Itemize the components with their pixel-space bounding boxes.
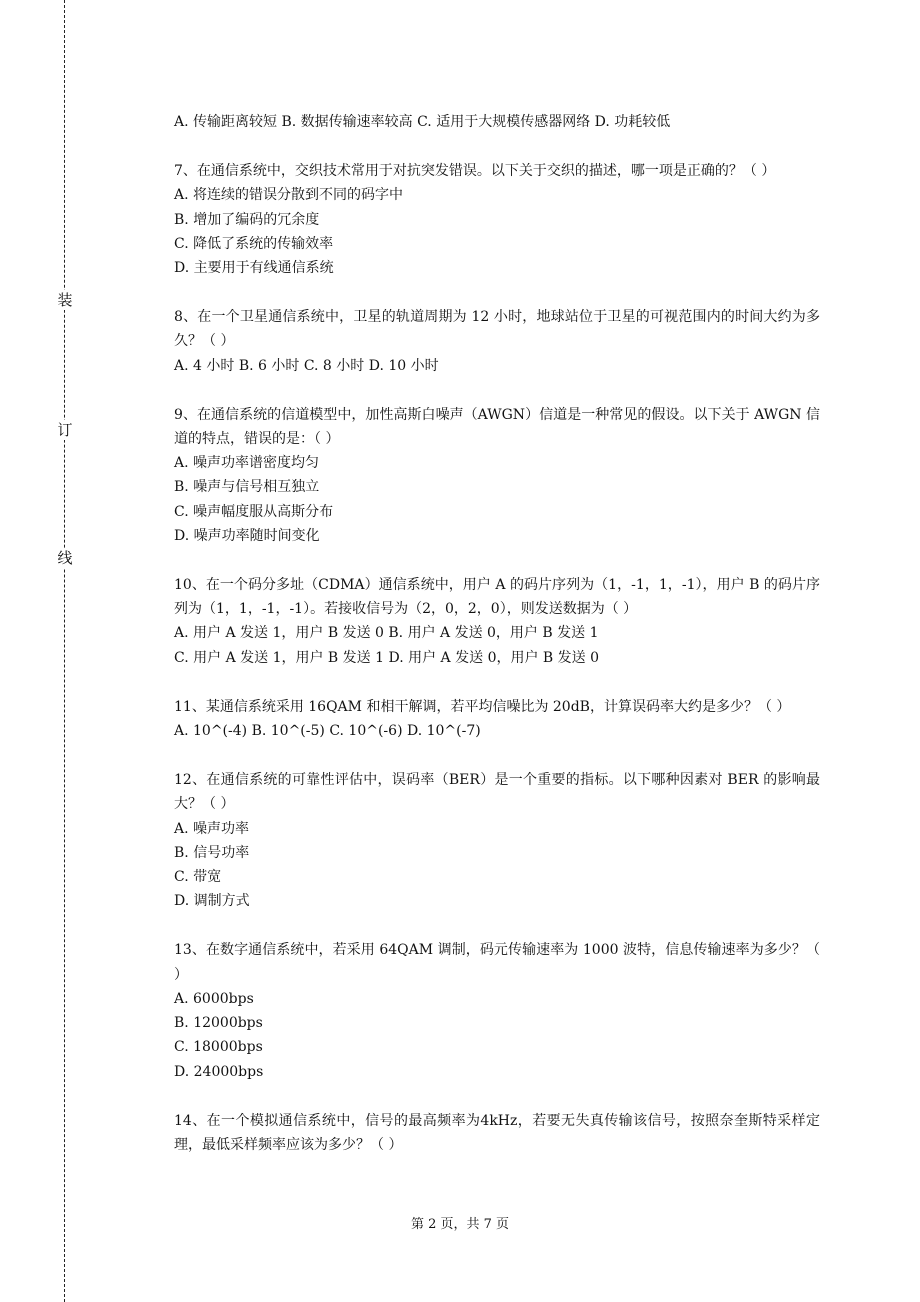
answer-option: C. 降低了系统的传输效率 bbox=[174, 235, 334, 252]
question-stem: 13、在数字通信系统中，若采用 64QAM 调制，码元传输速率为 1000 波特，信息传输速率为多少？（ ） bbox=[174, 942, 820, 983]
answer-option: D. 主要用于有线通信系统 bbox=[174, 260, 334, 277]
question-block bbox=[174, 1109, 820, 1157]
answer-option: D. 调制方式 bbox=[174, 893, 250, 910]
question-block bbox=[174, 110, 820, 134]
answer-option: A. 6000bps bbox=[174, 990, 254, 1007]
question-block bbox=[174, 403, 820, 548]
answer-option: C. 18000bps bbox=[174, 1039, 263, 1056]
option-line: A. 传输距离较短 B. 数据传输速率较高 C. 适用于大规模传感器网络 D. 功耗较低 bbox=[174, 114, 671, 130]
page-footer: 第 2 页，共 7 页 bbox=[410, 1217, 510, 1232]
option-line: A. 4 小时 B. 6 小时 C. 8 小时 D. 10 小时 bbox=[174, 357, 439, 374]
answer-option: B. 增加了编码的冗余度 bbox=[174, 211, 320, 228]
answer-option: D. 24000bps bbox=[174, 1063, 264, 1080]
question-stem: 10、在一个码分多址（CDMA）通信系统中，用户 A 的码片序列为（1，-1，1，-1），用户 B 的码片序列为（1，1，-1，-1）。若接收信号为（2，0，2，0），则发送数据为（ ） bbox=[174, 577, 820, 618]
answer-option: A. 噪声功率 bbox=[174, 820, 250, 837]
question-list bbox=[174, 110, 820, 1182]
question-block bbox=[174, 573, 820, 670]
option-line: A. 用户 A 发送 1，用户 B 发送 0 B. 用户 A 发送 0，用户 B 发送 1 bbox=[174, 625, 599, 642]
question-stem: 11、某通信系统采用 16QAM 和相干解调，若平均信噪比为 20dB，计算误码率大约是多少？（ ） bbox=[174, 698, 791, 715]
question-stem: 8、在一个卫星通信系统中，卫星的轨道周期为 12 小时，地球站位于卫星的可视范围内的时间大约为多久？（ ） bbox=[174, 309, 820, 350]
question-block bbox=[174, 768, 820, 913]
answer-option: C. 噪声幅度服从高斯分布 bbox=[174, 503, 334, 520]
question-stem: 7、在通信系统中，交织技术常用于对抗突发错误。以下关于交织的描述，哪一项是正确的？（ ） bbox=[174, 163, 776, 180]
answer-option: A. 将连续的错误分散到不同的码字中 bbox=[174, 187, 404, 204]
question-stem: 12、在通信系统的可靠性评估中，误码率（BER）是一个重要的指标。以下哪种因素对 BER 的影响最大？（ ） bbox=[174, 772, 820, 813]
binding-label-xian: 线 bbox=[55, 548, 75, 568]
binding-label-zhuang: 装 bbox=[55, 290, 75, 310]
binding-dashed-line bbox=[64, 0, 65, 1302]
answer-option: D. 噪声功率随时间变化 bbox=[174, 527, 320, 544]
answer-option: B. 噪声与信号相互独立 bbox=[174, 479, 320, 496]
option-line: C. 用户 A 发送 1，用户 B 发送 1 D. 用户 A 发送 0，用户 B 发送 0 bbox=[174, 649, 600, 666]
question-stem: 9、在通信系统的信道模型中，加性高斯白噪声（AWGN）信道是一种常见的假设。以下关于 AWGN 信道的特点，错误的是：（ ） bbox=[174, 406, 820, 448]
answer-option: B. 信号功率 bbox=[174, 844, 250, 861]
answer-option: C. 带宽 bbox=[174, 869, 222, 886]
option-line: A. 10^(-4) B. 10^(-5) C. 10^(-6) D. 10^(-7) bbox=[174, 723, 481, 740]
answer-option: A. 噪声功率谱密度均匀 bbox=[174, 455, 320, 472]
question-block bbox=[174, 159, 820, 280]
answer-option: B. 12000bps bbox=[174, 1015, 263, 1032]
question-block bbox=[174, 938, 820, 1083]
question-stem: 14、在一个模拟通信系统中，信号的最高频率为4kHz，若要无失真传输该信号，按照奈奎斯特采样定理，最低采样频率应该为多少？（ ） bbox=[174, 1112, 820, 1153]
binding-label-ding: 订 bbox=[55, 420, 75, 440]
question-block bbox=[174, 305, 820, 378]
question-block bbox=[174, 695, 820, 743]
